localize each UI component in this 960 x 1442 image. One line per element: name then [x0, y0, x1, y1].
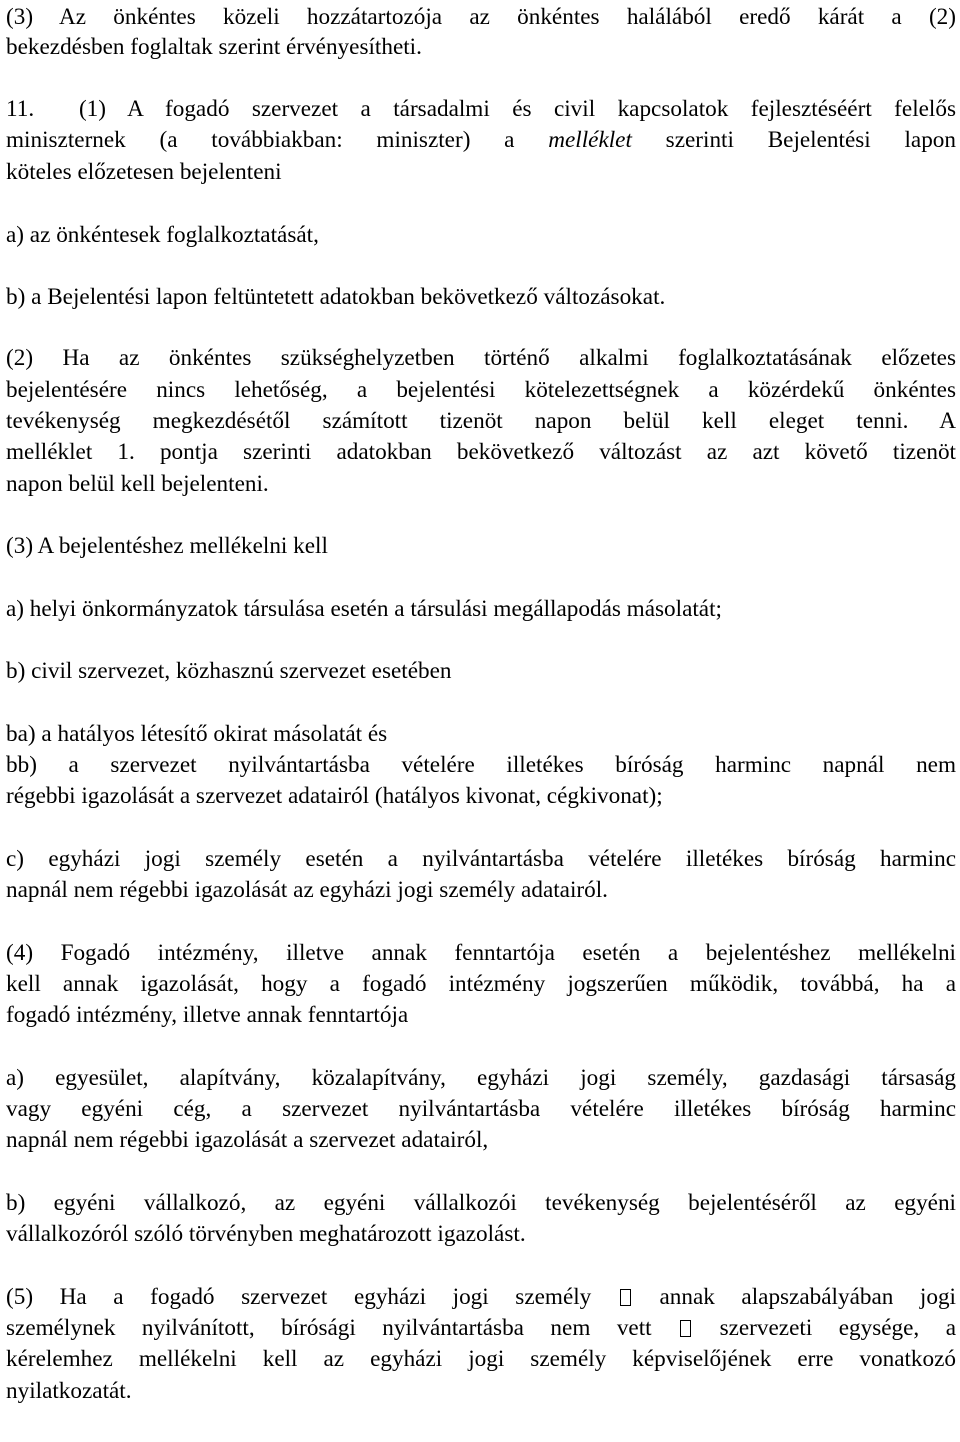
- text-line: [6, 125, 956, 155]
- text-line: [6, 406, 956, 436]
- text-line: [6, 938, 956, 968]
- text-segment: ba) a hatályos létesítő okirat másolatát és: [6, 721, 388, 747]
- text-line: [6, 1188, 956, 1218]
- text-segment: kérelemhez mellékelni kell az egyházi jogi személy képviselőjének erre vonatkozó: [6, 1346, 956, 1372]
- text-segment: b) egyéni vállalkozó, az egyéni vállalkozói tevékenység bejelentéséről az egyéni: [6, 1190, 956, 1216]
- text-segment: vállalkozóról szóló törvényben meghatározott igazolást.: [6, 1221, 526, 1247]
- text-segment: annak alapszabályában jogi: [632, 1284, 957, 1310]
- text-segment: köteles előzetesen bejelenteni: [6, 159, 282, 185]
- missing-glyph-box: [680, 1320, 691, 1337]
- text-line: [6, 469, 269, 499]
- text-segment: miniszternek (a továbbiakban: miniszter) a: [6, 127, 549, 153]
- text-segment: tevékenység megkezdésétől számított tizenöt napon belül kell eleget tenni. A: [6, 408, 956, 434]
- text-line: [6, 437, 956, 467]
- text-line: [6, 1313, 956, 1343]
- text-segment: vagy egyéni cég, a szervezet nyilvántartásba vételére illetékes bíróság harminc: [6, 1096, 956, 1122]
- text-segment: szervezeti egysége, a: [693, 1315, 956, 1341]
- text-segment: 11. (1) A fogadó szervezet a társadalmi és civil kapcsolatok fejlesztéséért felelős: [6, 96, 956, 122]
- text-segment: fogadó intézmény, illetve annak fenntartója: [6, 1002, 409, 1028]
- text-line: [6, 1000, 408, 1030]
- text-line: [6, 1376, 132, 1406]
- text-line: [6, 781, 663, 811]
- text-segment: b) a Bejelentési lapon feltüntetett adatokban bekövetkező változásokat.: [6, 284, 666, 310]
- text-segment: (4) Fogadó intézmény, illetve annak fenntartója esetén a bejelentéshez mellékelni: [6, 940, 956, 966]
- text-line: [6, 94, 956, 124]
- text-segment: bb) a szervezet nyilvántartásba vételére illetékes bíróság harminc napnál nem: [6, 752, 956, 778]
- text-segment: nyilatkozatát.: [6, 1378, 132, 1404]
- italic-text: melléklet: [548, 127, 632, 153]
- text-line: [6, 375, 956, 405]
- text-line: [6, 1344, 956, 1374]
- text-line: [6, 2, 956, 32]
- text-segment: személynek nyilvánított, bírósági nyilvántartásba nem vett: [6, 1315, 679, 1341]
- text-line: [6, 1063, 956, 1093]
- text-line: [6, 750, 956, 780]
- text-line: [6, 157, 282, 187]
- text-line: [6, 844, 956, 874]
- text-line: [6, 1219, 526, 1249]
- text-segment: napon belül kell bejelenteni.: [6, 471, 269, 497]
- text-segment: (3) Az önkéntes közeli hozzátartozója az önkéntes halálából eredő kárát a (2): [6, 4, 956, 30]
- missing-glyph-box: [620, 1289, 631, 1306]
- text-line: [6, 531, 328, 561]
- text-segment: (2) Ha az önkéntes szükséghelyzetben történő alkalmi foglalkoztatásának előzetes: [6, 345, 956, 371]
- text-segment: régebbi igazolását a szervezet adatairól (hatályos kivonat, cégkivonat);: [6, 783, 663, 809]
- text-line: [6, 969, 956, 999]
- text-line: [6, 1282, 956, 1312]
- text-line: [6, 1125, 488, 1155]
- text-segment: c) egyházi jogi személy esetén a nyilvántartásba vételére illetékes bíróság harminc: [6, 846, 956, 872]
- text-segment: napnál nem régebbi igazolását a szervezet adatairól,: [6, 1127, 489, 1153]
- text-line: [6, 875, 608, 905]
- text-line: [6, 719, 387, 749]
- text-segment: napnál nem régebbi igazolását az egyházi jogi személy adatairól.: [6, 877, 608, 903]
- text-line: [6, 656, 451, 686]
- text-segment: bejelentésére nincs lehetőség, a bejelentési kötelezettségnek a közérdekű önkéntes: [6, 377, 956, 403]
- text-segment: bekezdésben foglaltak szerint érvényesítheti.: [6, 34, 422, 60]
- text-segment: kell annak igazolását, hogy a fogadó intézmény jogszerűen működik, továbbá, ha a: [6, 971, 956, 997]
- text-segment: (3) A bejelentéshez mellékelni kell: [6, 533, 328, 559]
- text-segment: a) az önkéntesek foglalkoztatását,: [6, 222, 319, 248]
- text-line: [6, 220, 319, 250]
- text-line: [6, 343, 956, 373]
- text-segment: (5) Ha a fogadó szervezet egyházi jogi személy: [6, 1284, 618, 1310]
- text-segment: b) civil szervezet, közhasznú szervezet esetében: [6, 658, 452, 684]
- text-line: [6, 282, 665, 312]
- text-segment: a) egyesület, alapítvány, közalapítvány, egyházi jogi személy, gazdasági társaság: [6, 1065, 956, 1091]
- text-segment: szerinti Bejelentési lapon: [631, 127, 956, 153]
- text-line: [6, 594, 722, 624]
- text-line: [6, 32, 422, 62]
- text-line: [6, 1094, 956, 1124]
- text-segment: a) helyi önkormányzatok társulása esetén a társulási megállapodás másolatát;: [6, 596, 722, 622]
- text-segment: melléklet 1. pontja szerinti adatokban bekövetkező változást az azt követő tizenöt: [6, 439, 956, 465]
